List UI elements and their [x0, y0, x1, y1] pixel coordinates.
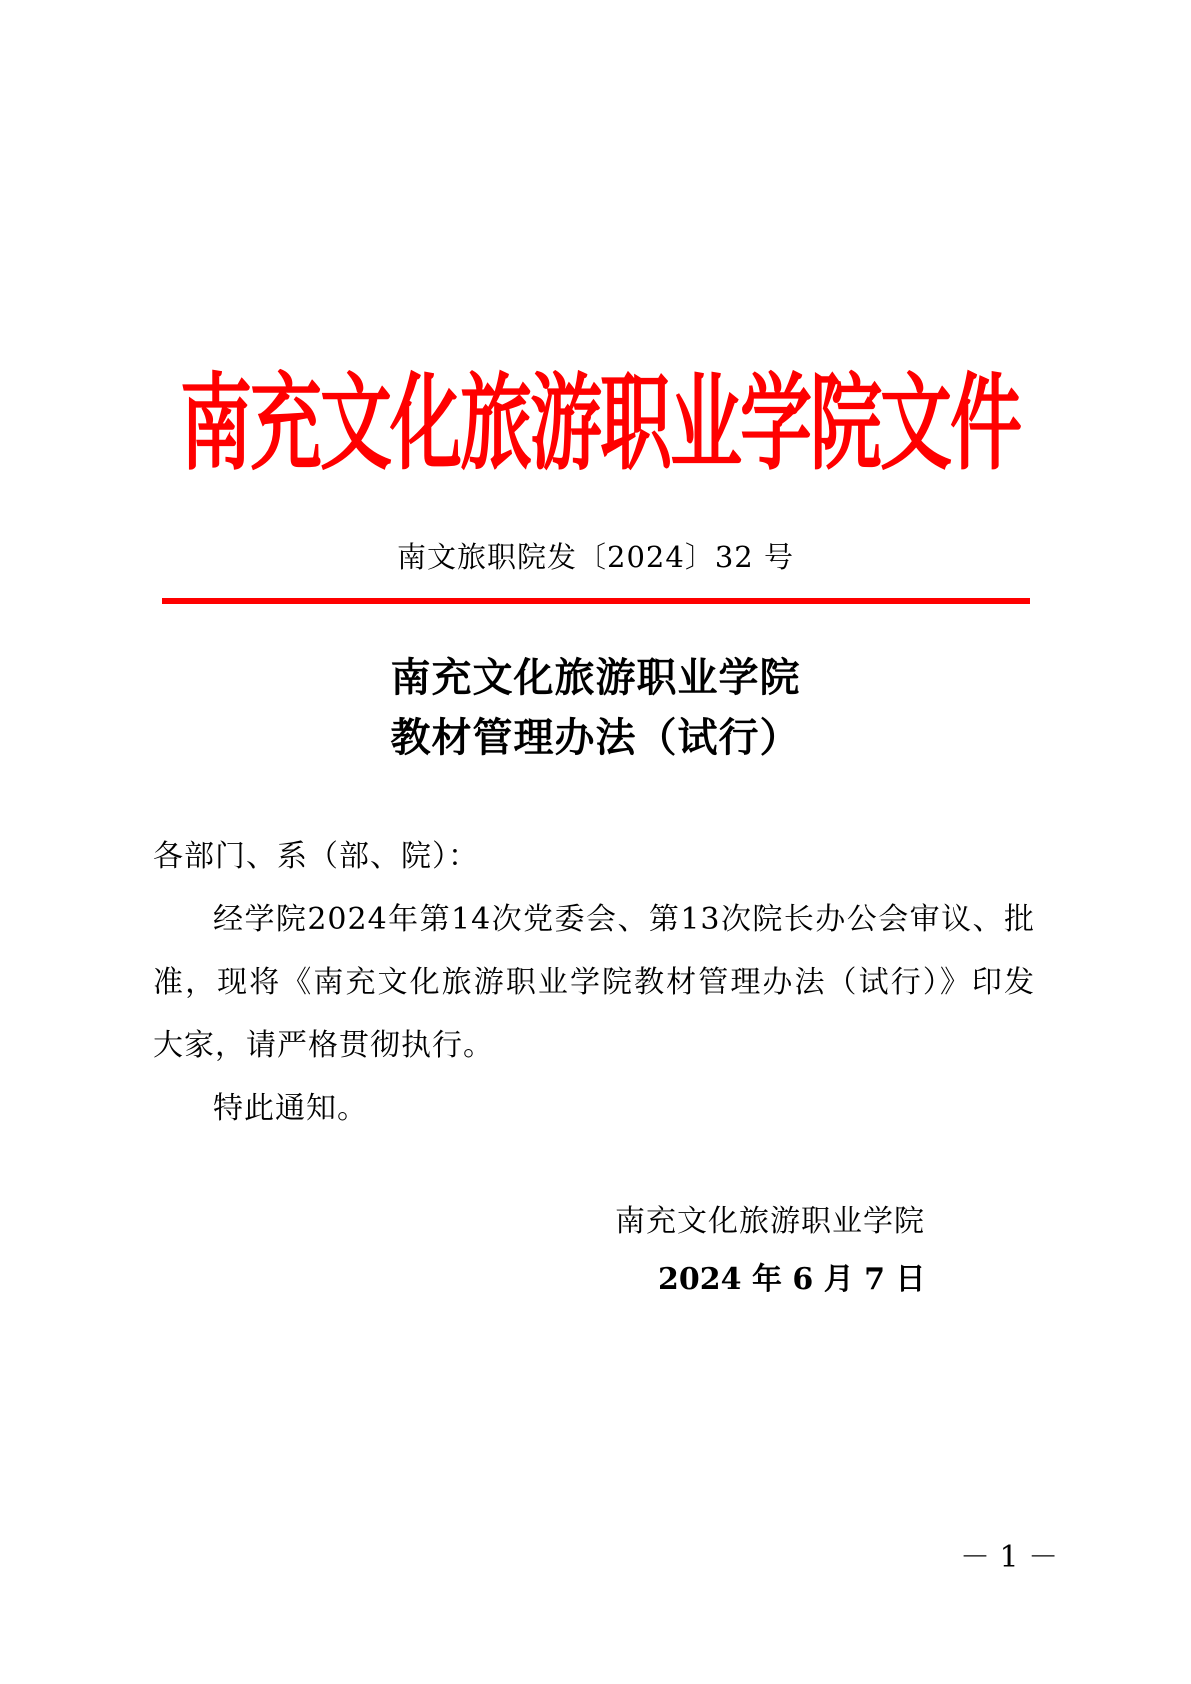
- document-number: 南文旅职院发〔2024〕32 号: [397, 540, 794, 574]
- signature-organization: 南充文化旅游职业学院: [615, 1204, 925, 1239]
- title-line-2: 教材管理办法（试行）: [390, 715, 801, 761]
- title-line-1: 南充文化旅游职业学院: [390, 655, 801, 701]
- notice-body: [153, 825, 1035, 1140]
- closing-text: 特此通知。: [213, 1091, 368, 1126]
- page-number: － 1 －: [960, 1540, 1059, 1575]
- document-title: [0, 648, 1191, 768]
- salutation: 各部门、系（部、院）：: [153, 839, 479, 874]
- notice-paragraph: 经学院2024年第14次党委会、第13次院长办公会审议、批准，现将《南充文化旅游职业学院教材管理办法（试行）》印发大家，请严格贯彻执行。: [153, 902, 1035, 1063]
- signature-date: 2024 年 6 月 7 日: [658, 1262, 926, 1297]
- document-masthead: 南充文化旅游职业学院文件: [179, 361, 1020, 484]
- red-divider-line: [162, 598, 1030, 604]
